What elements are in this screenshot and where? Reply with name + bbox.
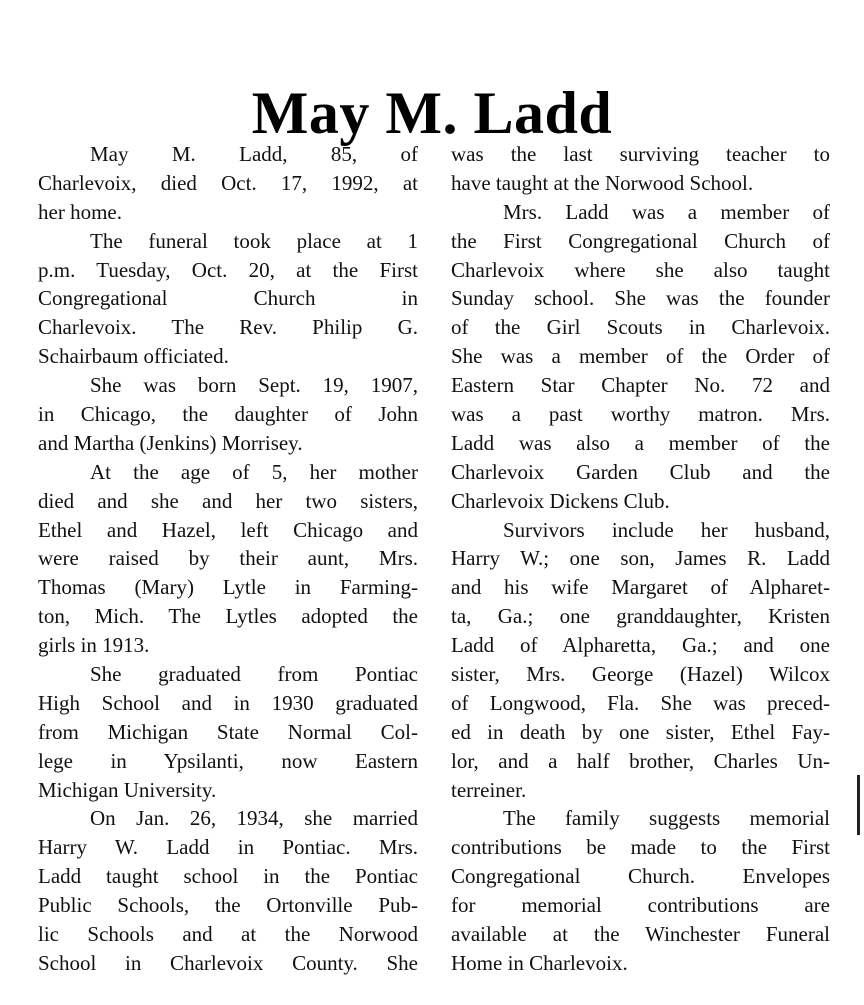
text-line: and Martha (Jenkins) Morrisey.: [38, 430, 303, 455]
text-line: died and she and her two sisters,: [38, 488, 418, 513]
text-line: Charlevoix Garden Club and the: [451, 459, 830, 484]
text-line: The funeral took place at 1: [90, 228, 418, 253]
text-line: Eastern Star Chapter No. 72 and: [451, 373, 830, 398]
text-line: At the age of 5, her mother: [90, 459, 418, 484]
text-line: of the Girl Scouts in Charlevoix.: [451, 315, 830, 340]
text-line: Congregational Church. Envelopes: [451, 864, 830, 889]
text-line: On Jan. 26, 1934, she married: [90, 806, 418, 831]
text-line: Schairbaum officiated.: [38, 344, 229, 369]
text-line: ton, Mich. The Lytles adopted the: [38, 604, 418, 629]
text-line: contributions be made to the First: [451, 835, 830, 860]
text-line: Charlevoix Dickens Club.: [451, 488, 670, 513]
text-line: in Chicago, the daughter of John: [38, 402, 418, 427]
text-line: High School and in 1930 graduated: [38, 690, 418, 715]
text-line: lege in Ypsilanti, now Eastern: [38, 748, 418, 773]
text-line: Ladd of Alpharetta, Ga.; and one: [451, 633, 830, 658]
text-line: She was born Sept. 19, 1907,: [90, 373, 418, 398]
text-line: Ethel and Hazel, left Chicago and: [38, 517, 418, 542]
scan-edge-mark: [857, 775, 860, 835]
text-line: Public Schools, the Ortonville Pub-: [38, 893, 418, 918]
text-line: Michigan University.: [38, 777, 217, 802]
text-line: ta, Ga.; one granddaughter, Kristen: [451, 604, 830, 629]
text-line: have taught at the Norwood School.: [451, 170, 754, 195]
text-line: She was a member of the Order of: [451, 344, 830, 369]
text-line: May M. Ladd, 85, of: [90, 142, 418, 166]
text-line: and his wife Margaret of Alpharet-: [451, 575, 830, 600]
text-line: girls in 1913.: [38, 633, 150, 658]
text-line: Congregational Church in: [38, 286, 418, 311]
right-text-column: [451, 140, 830, 978]
text-line: lic Schools and at the Norwood: [38, 922, 418, 947]
text-line: Thomas (Mary) Lytle in Farming-: [38, 575, 418, 600]
text-line: Harry W. Ladd in Pontiac. Mrs.: [38, 835, 418, 860]
text-line: Mrs. Ladd was a member of: [503, 199, 830, 224]
text-line: Survivors include her husband,: [503, 517, 830, 542]
text-line: Charlevoix, died Oct. 17, 1992, at: [38, 170, 418, 195]
text-line: for memorial contributions are: [451, 893, 830, 918]
text-line: was a past worthy matron. Mrs.: [451, 402, 830, 427]
text-line: terreiner.: [451, 777, 527, 802]
text-line: The family suggests memorial: [503, 806, 830, 831]
text-line: from Michigan State Normal Col-: [38, 719, 418, 744]
text-line: Charlevoix. The Rev. Philip G.: [38, 315, 418, 340]
text-line: her home.: [38, 199, 122, 224]
text-line: were raised by their aunt, Mrs.: [38, 546, 418, 571]
text-line: available at the Winchester Funeral: [451, 922, 830, 947]
text-line: She graduated from Pontiac: [90, 662, 418, 687]
obituary-title: May M. Ladd: [251, 80, 613, 147]
text-line: lor, and a half brother, Charles Un-: [451, 748, 830, 773]
text-line: School in Charlevoix County. She: [38, 950, 418, 975]
text-line: the First Congregational Church of: [451, 228, 830, 253]
text-line: ed in death by one sister, Ethel Fay-: [451, 719, 830, 744]
text-line: Ladd was also a member of the: [451, 430, 830, 455]
text-line: p.m. Tuesday, Oct. 20, at the First: [38, 257, 418, 282]
left-text-column: [38, 140, 418, 978]
text-line: Ladd taught school in the Pontiac: [38, 864, 418, 889]
text-line: sister, Mrs. George (Hazel) Wilcox: [451, 662, 830, 687]
text-line: Home in Charlevoix.: [451, 950, 628, 975]
text-line: Charlevoix where she also taught: [451, 257, 830, 282]
text-line: of Longwood, Fla. She was preced-: [451, 690, 830, 715]
text-line: Sunday school. She was the founder: [451, 286, 830, 311]
text-line: was the last surviving teacher to: [451, 142, 830, 166]
text-line: Harry W.; one son, James R. Ladd: [451, 546, 830, 571]
